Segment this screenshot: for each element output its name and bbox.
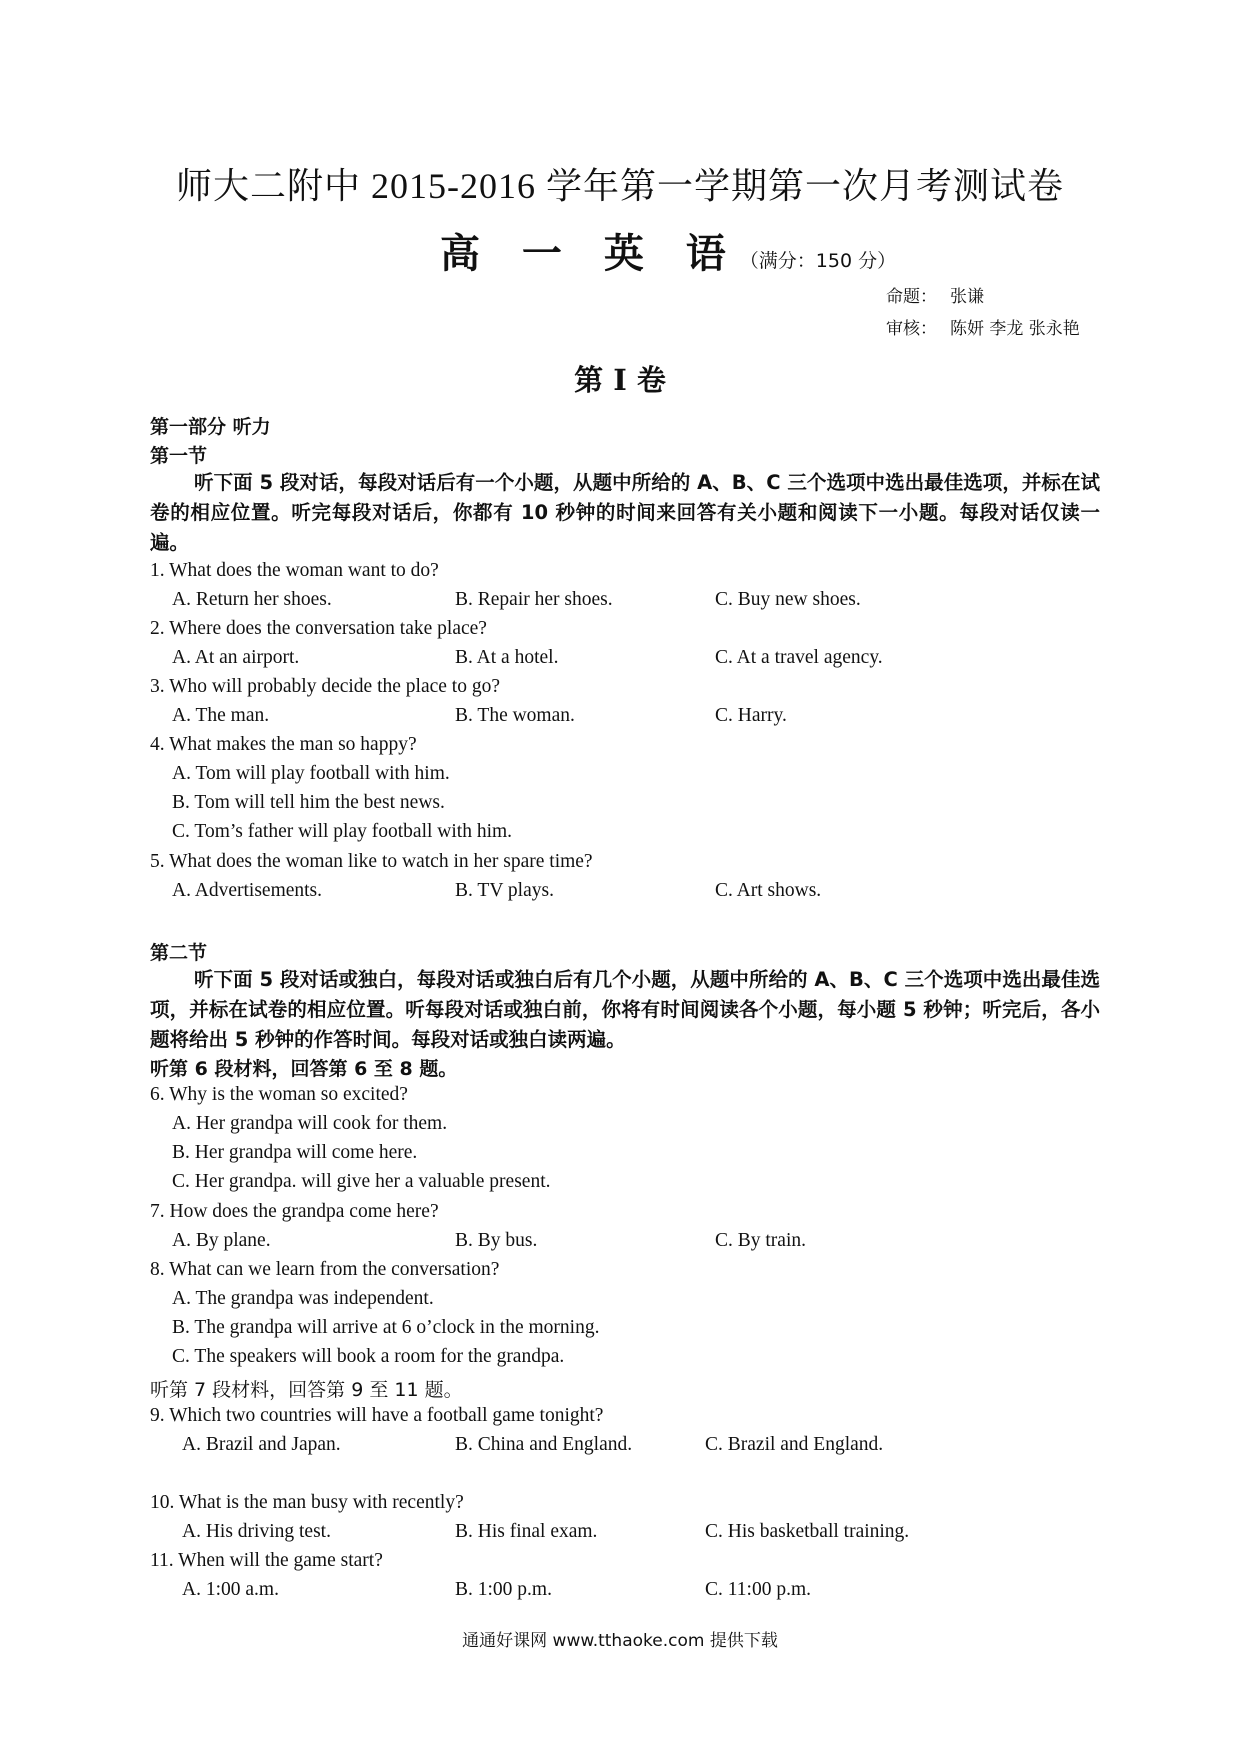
option-2b: B. At a hotel. (455, 647, 559, 668)
option-6c: C. Her grandpa. will give her a valuable present. (172, 1171, 551, 1192)
option-3c: C. Harry. (715, 705, 787, 726)
question-7: 7. How does the grandpa come here? (150, 1201, 439, 1222)
question-6: 6. Why is the woman so excited? (150, 1084, 408, 1105)
question-2: 2. Where does the conversation take place? (150, 618, 487, 639)
option-1b: B. Repair her shoes. (455, 589, 613, 610)
option-10c: C. His basketball training. (705, 1521, 910, 1542)
subject-line (440, 222, 896, 279)
subject-title: 高 一 英 语 (440, 230, 740, 277)
option-4a: A. Tom will play football with him. (172, 763, 450, 784)
option-2c: C. At a travel agency. (715, 647, 883, 668)
question-8: 8. What can we learn from the conversation? (150, 1259, 500, 1280)
question-9: 9. Which two countries will have a football game tonight? (150, 1405, 604, 1426)
author-line (886, 282, 984, 307)
question-4: 4. What makes the man so happy? (150, 734, 417, 755)
reviewer-names: 陈妍 李龙 张永艳 (950, 319, 1080, 339)
reviewer-label: 审核： (886, 319, 937, 339)
option-1a: A. Return her shoes. (172, 589, 332, 610)
option-8c: C. The speakers will book a room for the grandpa. (172, 1346, 565, 1367)
section1-instructions-text: 听下面 5 段对话，每段对话后有一个小题，从题中所给的 A、B、C 三个选项中选出最佳选项，并标在试卷的相应位置。听完每段对话后，你都有 10 秒钟的时间来回答有关小题和阅读下一小题。每段对话仅读一遍。 (150, 471, 1100, 554)
option-5b: B. TV plays. (455, 880, 554, 901)
question-3: 3. Who will probably decide the place to go? (150, 676, 500, 697)
option-4b: B. Tom will tell him the best news. (172, 792, 445, 813)
option-3a: A. The man. (172, 705, 270, 726)
option-1c: C. Buy new shoes. (715, 589, 861, 610)
option-7c: C. By train. (715, 1230, 806, 1251)
reviewer-line (886, 314, 1080, 339)
option-6a: A. Her grandpa will cook for them. (172, 1113, 448, 1134)
option-5a: A. Advertisements. (172, 880, 323, 901)
option-11c: C. 11:00 p.m. (705, 1579, 811, 1600)
option-8b: B. The grandpa will arrive at 6 o’clock in the morning. (172, 1317, 600, 1338)
option-11a: A. 1:00 a.m. (182, 1579, 279, 1600)
author-label: 命题： (886, 287, 937, 307)
option-10b: B. His final exam. (455, 1521, 598, 1542)
exam-title: 师大二附中 2015-2016 学年第一学期第一次月考测试卷 (176, 166, 1064, 206)
question-11: 11. When will the game start? (150, 1550, 383, 1571)
part1-title: 第一部分 听力 (150, 416, 271, 438)
option-9a: A. Brazil and Japan. (182, 1434, 341, 1455)
section2-instructions (150, 965, 1100, 1055)
option-10a: A. His driving test. (182, 1521, 331, 1542)
option-7a: A. By plane. (172, 1230, 271, 1251)
section2-instructions-text: 听下面 5 段对话或独白，每段对话或独白后有几个小题，从题中所给的 A、B、C 三个选项中选出最佳选项，并标在试卷的相应位置。听每段对话或独白前，你将有时间阅读各个小题，每小题 5 秒钟；听完后，各小题将给出 5 秒钟的作答时间。每段对话或独白读两遍。 (150, 968, 1100, 1051)
question-10: 10. What is the man busy with recently? (150, 1492, 464, 1513)
option-6b: B. Her grandpa will come here. (172, 1142, 418, 1163)
section1-title: 第一节 (150, 445, 208, 467)
section2-title: 第二节 (150, 942, 208, 964)
material-7-note: 听第 7 段材料，回答第 9 至 11 题。 (150, 1379, 463, 1401)
material-6-note: 听第 6 段材料，回答第 6 至 8 题。 (150, 1058, 458, 1080)
option-2a: A. At an airport. (172, 647, 300, 668)
option-7b: B. By bus. (455, 1230, 538, 1251)
author-name: 张谦 (950, 287, 984, 307)
option-9c: C. Brazil and England. (705, 1434, 884, 1455)
option-5c: C. Art shows. (715, 880, 822, 901)
volume-title: 第 I 卷 (574, 363, 666, 397)
question-1: 1. What does the woman want to do? (150, 560, 439, 581)
option-4c: C. Tom’s father will play football with him. (172, 821, 513, 842)
option-11b: B. 1:00 p.m. (455, 1579, 552, 1600)
option-9b: B. China and England. (455, 1434, 633, 1455)
option-3b: B. The woman. (455, 705, 575, 726)
question-5: 5. What does the woman like to watch in her spare time? (150, 851, 593, 872)
section1-instructions (150, 468, 1100, 558)
option-8a: A. The grandpa was independent. (172, 1288, 434, 1309)
full-mark: （满分：150 分） (739, 250, 897, 272)
download-footer: 通通好课网 www.tthaoke.com 提供下载 (462, 1631, 778, 1651)
